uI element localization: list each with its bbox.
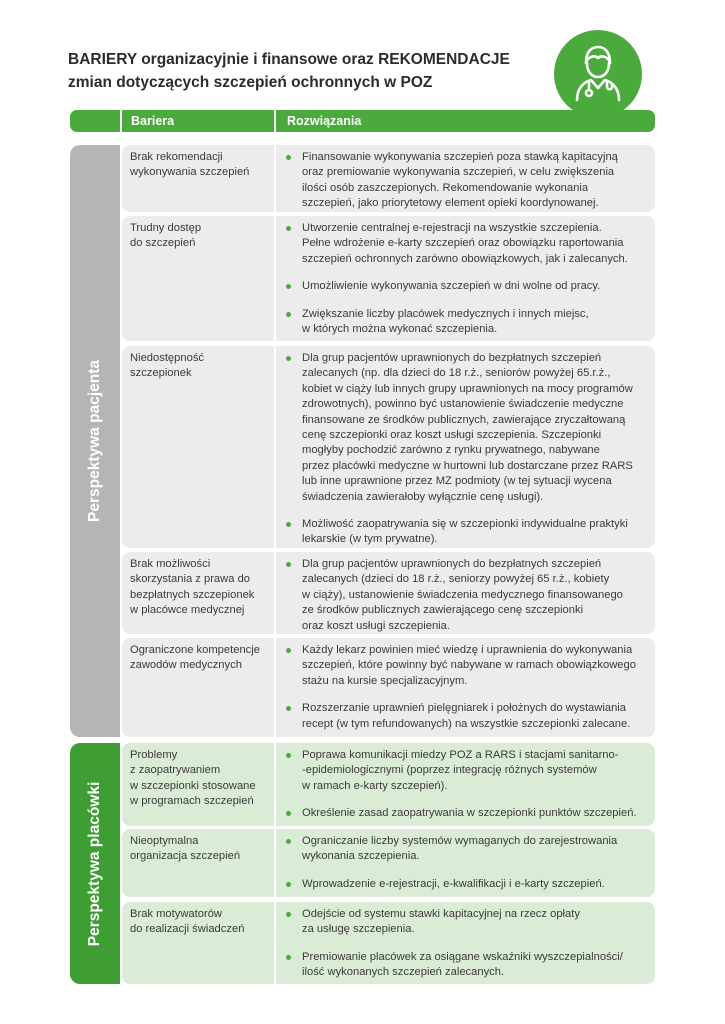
barrier-text-line: Brak motywatorów <box>130 908 223 920</box>
solution-text-line: Możliwość zaopatrywania się w szczepionki indywidualne praktyki <box>302 518 628 531</box>
bullet-dot-icon <box>286 562 291 567</box>
solution-item <box>286 907 649 938</box>
solution-item <box>286 950 649 981</box>
bullet-dot-icon <box>286 356 291 361</box>
solution-item <box>286 517 649 548</box>
solution-text-line: Odejście od systemu stawki kapitacyjnej na rzecz opłaty <box>302 908 580 920</box>
solutions-cell <box>276 638 655 737</box>
solution-text-line: Premiowanie placówek za osiągane wskaźniki wyszczepialności/ <box>302 950 623 963</box>
barrier-text-line: Brak rekomendacji <box>130 151 223 163</box>
solution-item <box>286 150 649 212</box>
header-bariera: Bariera <box>122 110 274 132</box>
solution-text-line: stażu na kursie specjalizacyjnym. <box>302 674 468 687</box>
solutions-cell <box>276 552 655 634</box>
solution-text-line: ze środków publicznych zawierającego cenę szczepionki <box>302 604 584 617</box>
bullet-dot-icon <box>286 226 291 231</box>
solution-text-line: oraz premiowanie wykonywania szczepień, w celu zwiększenia <box>302 166 615 179</box>
solutions-cell <box>276 216 655 341</box>
bullet-dot-icon <box>286 284 291 289</box>
section-facility-label-bar <box>70 743 120 984</box>
solution-text-line: Utworzenie centralnej e-rejestracji na wszystkie szczepienia. <box>302 222 602 234</box>
barrier-text-line: Trudny dostęp <box>130 222 202 234</box>
solutions-cell <box>276 346 655 548</box>
barrier-text-line: zawodów medycznych <box>130 659 242 672</box>
solution-text-line: mogłyby pochodzić zarówno z rynku prywatnego, nabywane <box>302 444 600 457</box>
solution-text-line: zalecanych (dzieci do 18 r.ż., seniorzy powyżej 65 r.ż., kobiety <box>302 573 610 586</box>
barrier-text-line: skorzystania z prawa do <box>130 573 251 586</box>
solution-text-line: Dla grup pacjentów uprawnionych do bezpłatnych szczepień <box>302 352 602 364</box>
barrier-text-line: wykonywania szczepień <box>130 166 250 179</box>
doctor-logo <box>554 30 642 118</box>
solution-item <box>286 557 649 634</box>
solution-text-line: w ramach e-karty szczepień). <box>302 779 448 792</box>
barrier-cell <box>122 145 274 212</box>
solution-item <box>286 643 649 689</box>
solution-text-line: w których można wykonać szczepienia. <box>302 323 498 336</box>
barrier-text-line: z zaopatrywaniem <box>130 764 221 777</box>
solution-text-line: szczepień, jako priorytetowy element opieki koordynowanej. <box>302 197 599 210</box>
barrier-text-line: do realizacji świadczeń <box>130 923 245 936</box>
solution-item <box>286 221 649 267</box>
solution-text-line: Umożliwienie wykonywania szczepień w dni wolne od pracy. <box>302 280 601 293</box>
barrier-text-line: w szczepionki stosowane <box>130 779 256 792</box>
solution-text-line: przez placówki medyczne w hurtowni lub dostarczane przez RARS <box>302 459 633 472</box>
section-patient-label-bar <box>70 145 120 737</box>
barrier-text-line: do szczepień <box>130 237 196 250</box>
header-blank <box>70 110 120 132</box>
barrier-cell <box>122 346 274 548</box>
barrier-cell <box>122 552 274 634</box>
solution-item <box>286 877 649 892</box>
barrier-cell <box>122 638 274 737</box>
bullet-dot-icon <box>286 648 291 653</box>
solutions-cell <box>276 145 655 212</box>
section-facility-label: Perspektywa placówki <box>86 781 103 946</box>
solutions-cell <box>276 829 655 897</box>
solution-text-line: Dla grup pacjentów uprawnionych do bezpłatnych szczepień <box>302 558 602 570</box>
barrier-text-line: w placówce medycznej <box>130 604 245 617</box>
solution-text-line: świadczenia zawierałoby wyłącznie cenę usługi). <box>302 490 544 503</box>
solution-text-line: wykonania szczepienia. <box>302 850 420 863</box>
doctor-icon <box>573 44 623 102</box>
barrier-text-line: bezpłatnych szczepionek <box>130 588 255 601</box>
title-line-1: BARIERY organizacyjnie i finansowe oraz REKOMENDACJE <box>68 51 510 68</box>
solution-text-line: Rozszerzanie uprawnień pielęgniarek i położnych do wystawiania <box>302 702 626 715</box>
solution-text-line: lub inne uprawnione przez MZ podmioty (w tej sytuacji wycena <box>302 475 612 488</box>
solution-text-line: recept (w tym refundowanych) na wszystkie szczepionki zalecane. <box>302 717 631 730</box>
header-rozwiazania: Rozwiązania <box>276 110 655 132</box>
solution-text-line: Finansowanie wykonywania szczepień poza stawką kapitacyjną <box>302 151 618 163</box>
bullet-dot-icon <box>286 839 291 844</box>
barrier-text-line: organizacja szczepień <box>130 850 241 863</box>
barrier-text-line: Niedostępność <box>130 352 205 364</box>
solution-text-line: ilości osób zaszczepionych. Rekomendowanie wykonania <box>302 181 589 194</box>
solution-item <box>286 748 649 794</box>
barrier-text-line: w programach szczepień <box>130 795 254 808</box>
document-title <box>68 48 538 94</box>
solution-text-line: Pełne wdrożenie e-karty szczepień oraz obowiązku raportowania <box>302 237 624 250</box>
solution-text-line: za usługę szczepienia. <box>302 923 415 936</box>
barrier-cell <box>122 216 274 341</box>
barrier-cell <box>122 743 274 826</box>
solution-item <box>286 806 649 821</box>
solution-item <box>286 834 649 865</box>
solution-text-line: zdrowotnych), powinno być ustanowienie świadczenie medyczne <box>302 398 624 411</box>
barrier-text-line: szczepionek <box>130 367 192 380</box>
bullet-dot-icon <box>286 912 291 917</box>
solution-text-line: Zwiększanie liczby placówek medycznych i innych miejsc, <box>302 307 589 320</box>
solution-item <box>286 351 649 505</box>
bullet-dot-icon <box>286 522 291 527</box>
barrier-text-line: Ograniczone kompetencje <box>130 644 260 656</box>
solution-text-line: ilość wykonanych szczepień zalecanych. <box>302 966 505 979</box>
solution-text-line: szczepień, które powinny być nabywane w ramach obowiązkowego <box>302 659 636 672</box>
barrier-text-line: Problemy <box>130 749 178 761</box>
solutions-cell <box>276 743 655 826</box>
solution-item <box>286 307 649 338</box>
title-line-2: zmian dotyczących szczepień ochronnych w POZ <box>68 74 433 91</box>
solution-text-line: Każdy lekarz powinien mieć wiedzę i uprawnienia do wykonywania <box>302 644 633 656</box>
solution-text-line: w ciąży), ustanowienie świadczenia medycznego finansowanego <box>302 588 623 601</box>
bullet-dot-icon <box>286 706 291 711</box>
barrier-text-line: Brak możliwości <box>130 558 211 570</box>
solution-text-line: szczepień ochronnych zarówno obowiązkowych, jak i zalecanych. <box>302 252 628 265</box>
solution-text-line: cenę szczepionki oraz koszt usługi szczepienia. Szczepionki <box>302 429 602 442</box>
section-patient-label: Perspektywa pacjenta <box>86 360 103 522</box>
solution-text-line: Określenie zasad zaopatrywania w szczepionki punktów szczepień. <box>302 807 637 820</box>
solution-item <box>286 701 649 732</box>
bullet-dot-icon <box>286 155 291 160</box>
barrier-text-line: Nieoptymalna <box>130 835 199 847</box>
solution-item <box>286 279 649 294</box>
solution-text-line: -epidemiologicznymi (poprzez integrację różnych systemów <box>302 764 597 777</box>
solution-text-line: lekarskie (w tym prywatne). <box>302 533 438 546</box>
barrier-cell <box>122 829 274 897</box>
bullet-dot-icon <box>286 955 291 960</box>
solutions-cell <box>276 902 655 984</box>
solution-text-line: Ograniczanie liczby systemów wymaganych do zarejestrowania <box>302 835 618 847</box>
solution-text-line: kobiet w ciąży lub innych grupy uprawnionych na mocy programów <box>302 382 633 395</box>
solution-text-line: Poprawa komunikacji miedzy POZ a RARS i stacjami sanitarno- <box>302 749 619 761</box>
solution-text-line: oraz koszt usługi szczepienia. <box>302 619 450 632</box>
bullet-dot-icon <box>286 312 291 317</box>
solution-text-line: Wprowadzenie e-rejestracji, e-kwalifikacji i e-karty szczepień. <box>302 877 605 890</box>
solution-text-line: finansowane ze środków publicznych, zawierające zryczałtowaną <box>302 413 626 426</box>
solution-text-line: zalecanych (np. dla dzieci do 18 r.ż., seniorów powyżej 65.r.ż., <box>302 367 611 380</box>
bullet-dot-icon <box>286 811 291 816</box>
barrier-cell <box>122 902 274 984</box>
bullet-dot-icon <box>286 753 291 758</box>
bullet-dot-icon <box>286 882 291 887</box>
